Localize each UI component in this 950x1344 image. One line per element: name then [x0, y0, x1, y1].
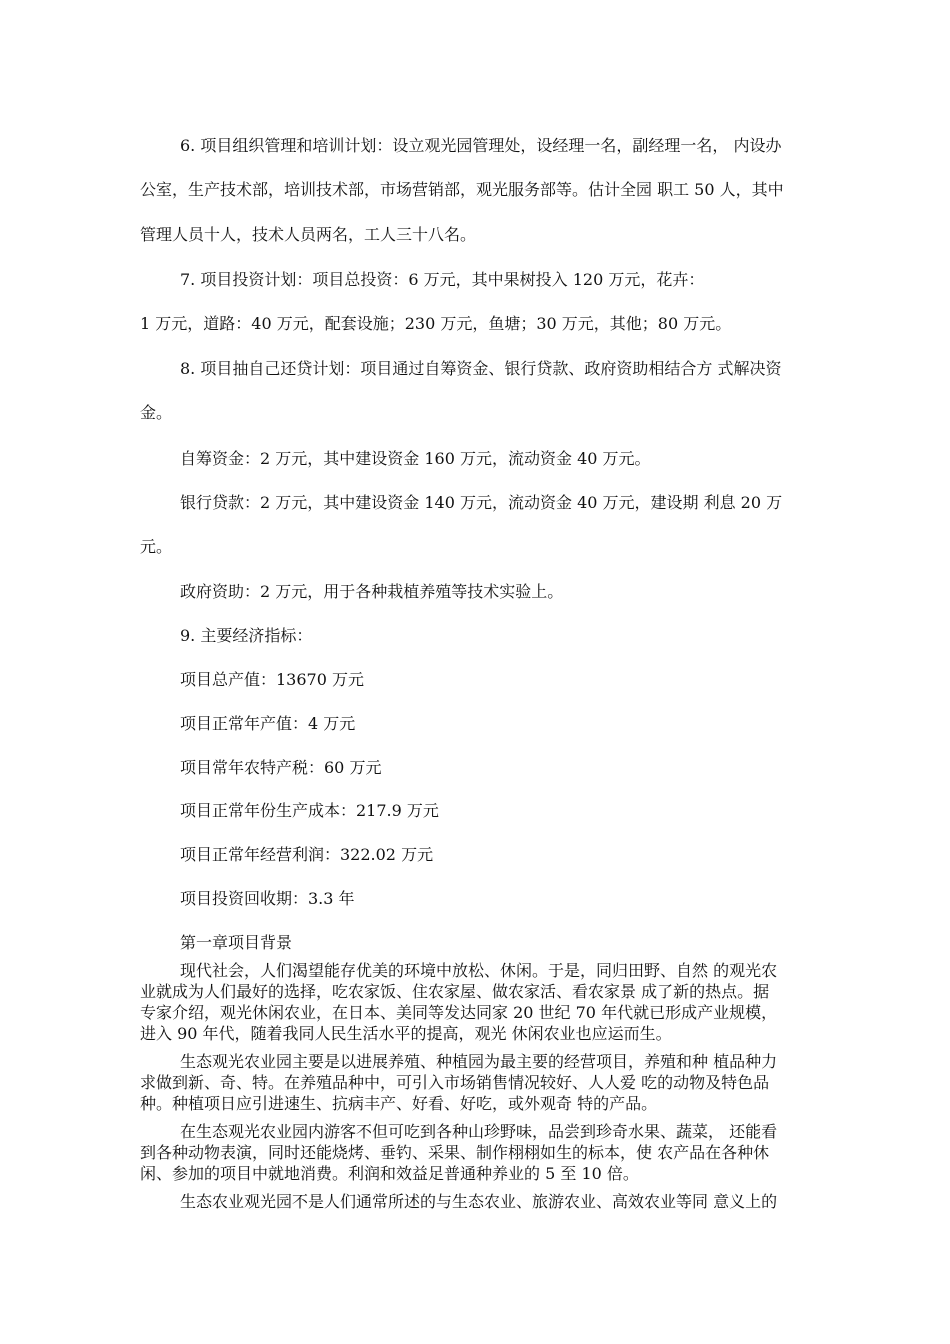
text-line: 8. 项目抽自己还贷计划：项目通过自筹资金、银行贷款、政府资助相结合方 式解决资 [180, 359, 782, 378]
text-line: 政府资助：2 万元，用于各种栽植养殖等技术实验上。 [180, 582, 564, 601]
text-line: 生态农业观光园不是人们通常所述的与生态农业、旅游农业、高效农业等同 意义上的 [180, 1192, 778, 1211]
text-line: 到各种动物表演，同时还能烧烤、垂钓、采果、制作栩栩如生的标本，使 农产品在各种休 [140, 1143, 770, 1162]
text-line: 项目常年农特产税：60 万元 [180, 758, 382, 777]
text-line: 闲、参加的项目中就地消费。利润和效益足普通种养业的 5 至 10 倍。 [140, 1164, 639, 1183]
text-line: 自筹资金：2 万元，其中建设资金 160 万元，流动资金 40 万元。 [180, 449, 651, 468]
text-line: 1 万元，道路：40 万元，配套设施；230 万元，鱼塘；30 万元，其他；80 万元。 [140, 314, 732, 333]
text-line: 6. 项目组织管理和培训计划：设立观光园管理处，设经理一名，副经理一名， 内设办 [180, 136, 782, 155]
text-line: 专家介绍，观光休闲农业，在日本、美同等发达同家 20 世纪 70 年代就已形成产业规模， [140, 1003, 778, 1022]
text-line: 管理人员十人，技术人员两名，工人三十八名。 [140, 225, 477, 244]
text-line: 元。 [140, 537, 173, 556]
text-line: 种。种植项日应引进速生、抗病丰产、好看、好吃，或外观奇 特的产品。 [140, 1094, 658, 1113]
text-line: 7. 项目投资计划：项目总投资：6 万元，其中果树投入 120 万元，花卉： [180, 270, 705, 289]
chapter-heading: 第一章项目背景 [180, 933, 293, 952]
text-line: 项目正常年产值：4 万元 [180, 714, 356, 733]
text-line: 金。 [140, 403, 173, 422]
text-line: 项目总产值：13670 万元 [180, 670, 364, 689]
text-line: 现代社会，人们渴望能存优美的环境中放松、休闲。于是，同归田野、自然 的观光农 [180, 961, 778, 980]
text-line: 业就成为人们最好的选择，吃农家饭、住农家屋、做农家活、看农家景 成了新的热点。据 [140, 982, 770, 1001]
text-line: 进入 90 年代，随着我同人民生活水平的提高，观光 休闲农业也应运而生。 [140, 1024, 672, 1043]
text-line: 银行贷款：2 万元，其中建设资金 140 万元，流动资金 40 万元，建设期 利息 20 万 [180, 493, 783, 512]
text-line: 在生态观光农业园内游客不但可吃到各种山珍野味，品尝到珍奇水果、蔬菜， 还能看 [180, 1122, 778, 1141]
text-line: 项目投资回收期：3.3 年 [180, 889, 355, 908]
text-line: 求做到新、奇、特。在养殖品种中，可引入市场销售情况较好、人人爱 吃的动物及特色品 [140, 1073, 770, 1092]
text-line: 公室，生产技术部，培训技术部，市场营销部，观光服务部等。估计全园 职工 50 人，其中 [140, 180, 784, 199]
text-line: 生态观光农业园主要是以进展养殖、种植园为最主要的经营项目，养殖和种 植品种力 [180, 1052, 778, 1071]
text-line: 项目正常年份生产成本：217.9 万元 [180, 801, 439, 820]
text-line: 项目正常年经营利润：322.02 万元 [180, 845, 434, 864]
text-line: 9. 主要经济指标： [180, 626, 313, 645]
